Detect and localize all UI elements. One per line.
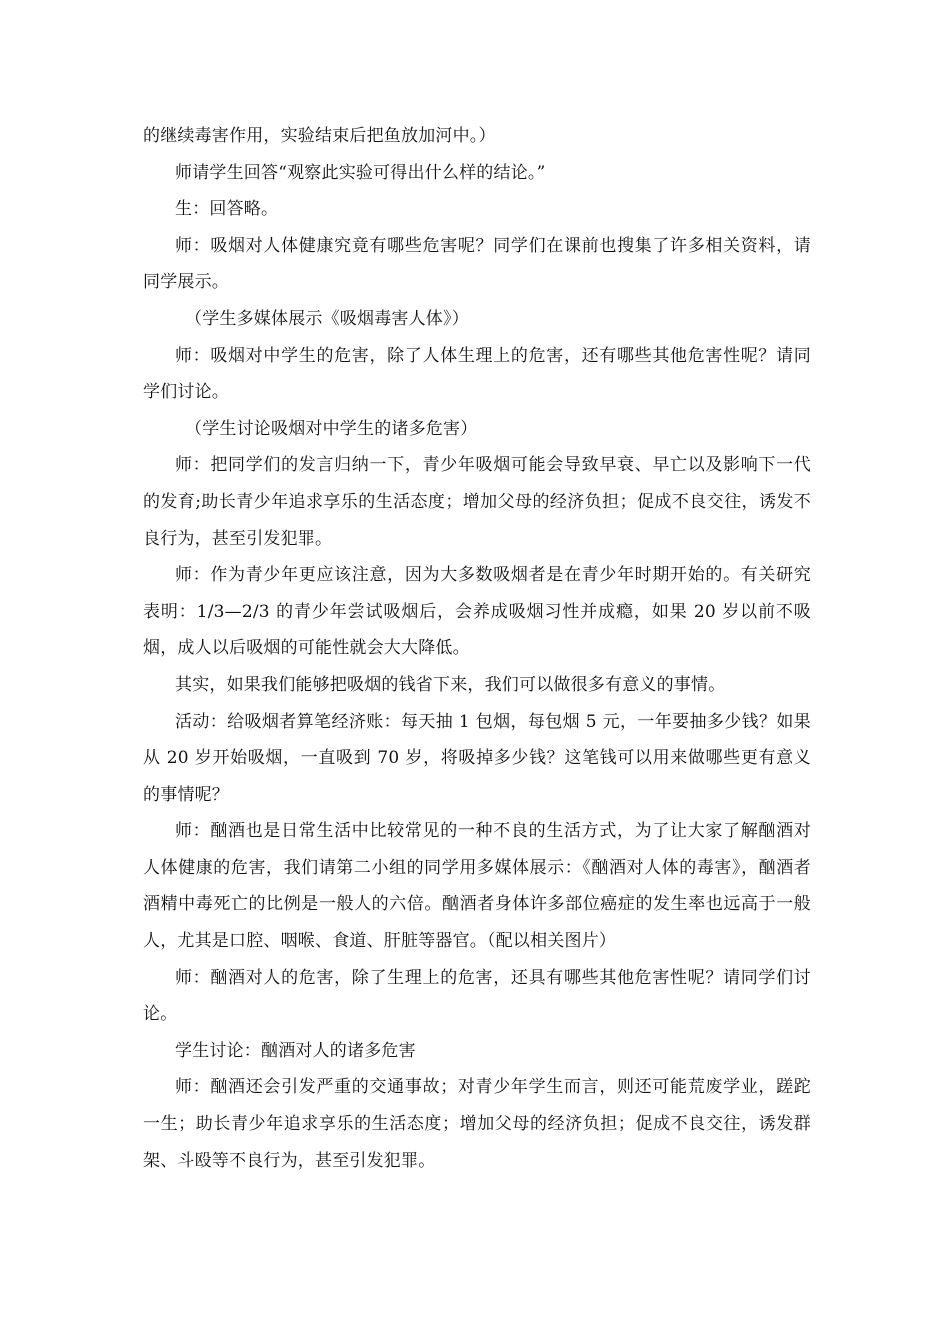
paragraph: 师：酗酒对人的危害，除了生理上的危害，还具有哪些其他危害性呢？请同学们讨论。: [143, 967, 811, 1025]
paragraph: 师：把同学们的发言归纳一下，青少年吸烟可能会导致早衰、早亡以及影响下一代的发育;助长青少年追求享乐的生活态度；增加父母的经济负担；促成不良交往，诱发不良行为，甚至引发犯罪。: [143, 455, 811, 549]
paragraph: 的继续毒害作用，实验结束后把鱼放加河中。）: [143, 126, 496, 146]
paragraph: 师：吸烟对中学生的危害，除了人体生理上的危害，还有哪些其他危害性呢？请同学们讨论。: [143, 345, 811, 403]
paragraph: 学生讨论：酗酒对人的诸多危害: [175, 1040, 416, 1061]
paragraph: （学生多媒体展示《吸烟毒害人体》）: [185, 308, 469, 329]
paragraph: 生：回答略。: [175, 199, 279, 220]
paragraph: （学生讨论吸烟对中学生的诸多危害）: [185, 418, 478, 439]
paragraph: 其实，如果我们能够把吸烟的钱省下来，我们可以做很多有意义的事情。: [175, 674, 726, 695]
paragraph: 师请学生回答“观察此实验可得出什么样的结论。”: [175, 162, 546, 183]
paragraph: 活动：给吸烟者算笔经济账：每天抽 1 包烟，每包烟 5 元，一年要抽多少钱？如果从 20 岁开始吸烟，一直吸到 70 岁，将吸掉多少钱？这笔钱可以用来做哪些更有意义的事情呢？: [143, 711, 811, 805]
paragraph: 师：吸烟对人体健康究竟有哪些危害呢？同学们在课前也搜集了许多相关资料，请同学展示。: [143, 235, 811, 293]
paragraph: 师：作为青少年更应该注意，因为大多数吸烟者是在青少年时期开始的。有关研究表明：1/3—2/3 的青少年尝试吸烟后，会养成吸烟习性并成瘾，如果 20 岁以前不吸烟，成人以后吸烟的可能性就会大大降低。: [143, 565, 811, 659]
paragraph: 师：酗酒也是日常生活中比较常见的一种不良的生活方式，为了让大家了解酗酒对人体健康的危害，我们请第二小组的同学用多媒体展示：《酗酒对人体的毒害》，酗酒者酒精中毒死亡的比例是一般人的六倍。酗酒者身体许多部位癌症的发生率也远高于一般人，尤其是口腔、咽喉、食道、肝脏等器官。（配以相关图片）: [143, 821, 811, 952]
paragraph: 师：酗酒还会引发严重的交通事故；对青少年学生而言，则还可能荒废学业，蹉跎一生；助长青少年追求享乐的生活态度；增加父母的经济负担；促成不良交往，诱发群架、斗殴等不良行为，甚至引发犯罪。: [143, 1077, 811, 1171]
document-page: [143, 118, 811, 1179]
